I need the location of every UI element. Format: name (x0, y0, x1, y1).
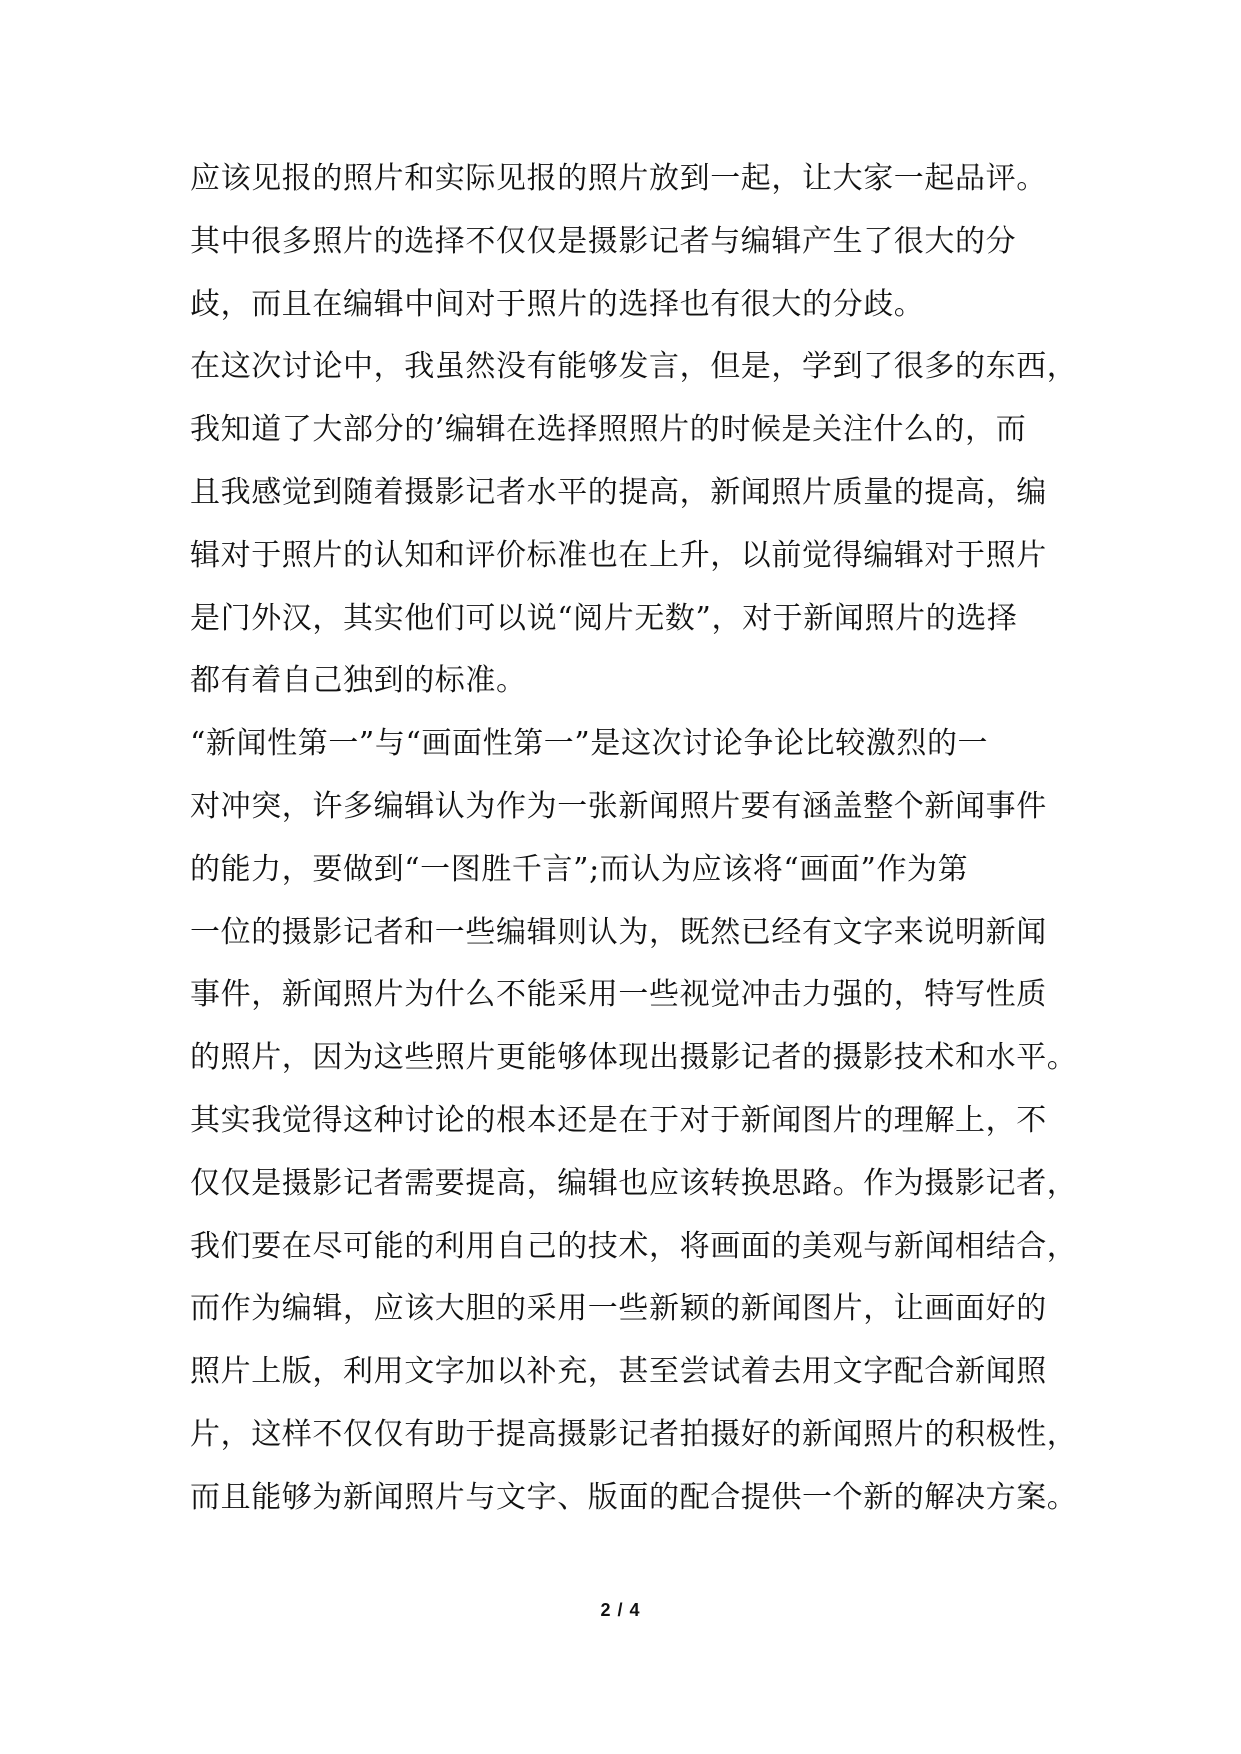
text-line: 我知道了大部分的’编辑在选择照照片的时候是关注什么的，而 (190, 412, 1027, 448)
text-line: 其实我觉得这种讨论的根本还是在于对于新闻图片的理解上，不 (190, 1102, 1047, 1138)
text-line: 仅仅是摄影记者需要提高，编辑也应该转换思路。作为摄影记者， (190, 1165, 1078, 1201)
text-line: 片，这样不仅仅有助于提高摄影记者拍摄好的新闻照片的积极性， (190, 1416, 1078, 1452)
text-line: 事件，新闻照片为什么不能采用一些视觉冲击力强的，特写性质 (190, 977, 1047, 1013)
text-line: 歧，而且在编辑中间对于照片的选择也有很大的分歧。 (190, 286, 925, 322)
text-line: 的照片，因为这些照片更能够体现出摄影记者的摄影技术和水平。 (190, 1040, 1078, 1076)
text-line: 其中很多照片的选择不仅仅是摄影记者与编辑产生了很大的分 (190, 223, 1017, 259)
text-line: 我们要在尽可能的利用自己的技术，将画面的美观与新闻相结合， (190, 1228, 1078, 1264)
text-line: 是门外汉，其实他们可以说“阅片无数”，对于新闻照片的选择 (190, 600, 1018, 636)
text-line: 而且能够为新闻照片与文字、版面的配合提供一个新的解决方案。 (190, 1479, 1078, 1515)
text-line: 的能力，要做到“一图胜千言”;而认为应该将“画面”作为第 (190, 851, 969, 887)
body-text (190, 148, 1078, 1530)
text-line: 对冲突，许多编辑认为作为一张新闻照片要有涵盖整个新闻事件 (190, 788, 1047, 824)
text-line: 应该见报的照片和实际见报的照片放到一起，让大家一起品评。 (190, 161, 1047, 196)
text-line: 都有着自己独到的标准。 (190, 663, 527, 699)
text-line: 照片上版，利用文字加以补充，甚至尝试着去用文字配合新闻照 (190, 1354, 1047, 1390)
text-line: “新闻性第一”与“画面性第一”是这次讨论争论比较激烈的一 (190, 726, 989, 762)
text-line: 而作为编辑，应该大胆的采用一些新颖的新闻图片，让画面好的 (190, 1291, 1047, 1327)
text-line: 一位的摄影记者和一些编辑则认为，既然已经有文字来说明新闻 (190, 914, 1047, 950)
text-line: 辑对于照片的认知和评价标准也在上升，以前觉得编辑对于照片 (190, 537, 1047, 573)
text-line: 在这次讨论中，我虽然没有能够发言，但是，学到了很多的东西， (190, 349, 1078, 385)
page-number: 2 / 4 (600, 1600, 641, 1620)
text-line: 且我感觉到随着摄影记者水平的提高，新闻照片质量的提高，编 (190, 474, 1047, 510)
